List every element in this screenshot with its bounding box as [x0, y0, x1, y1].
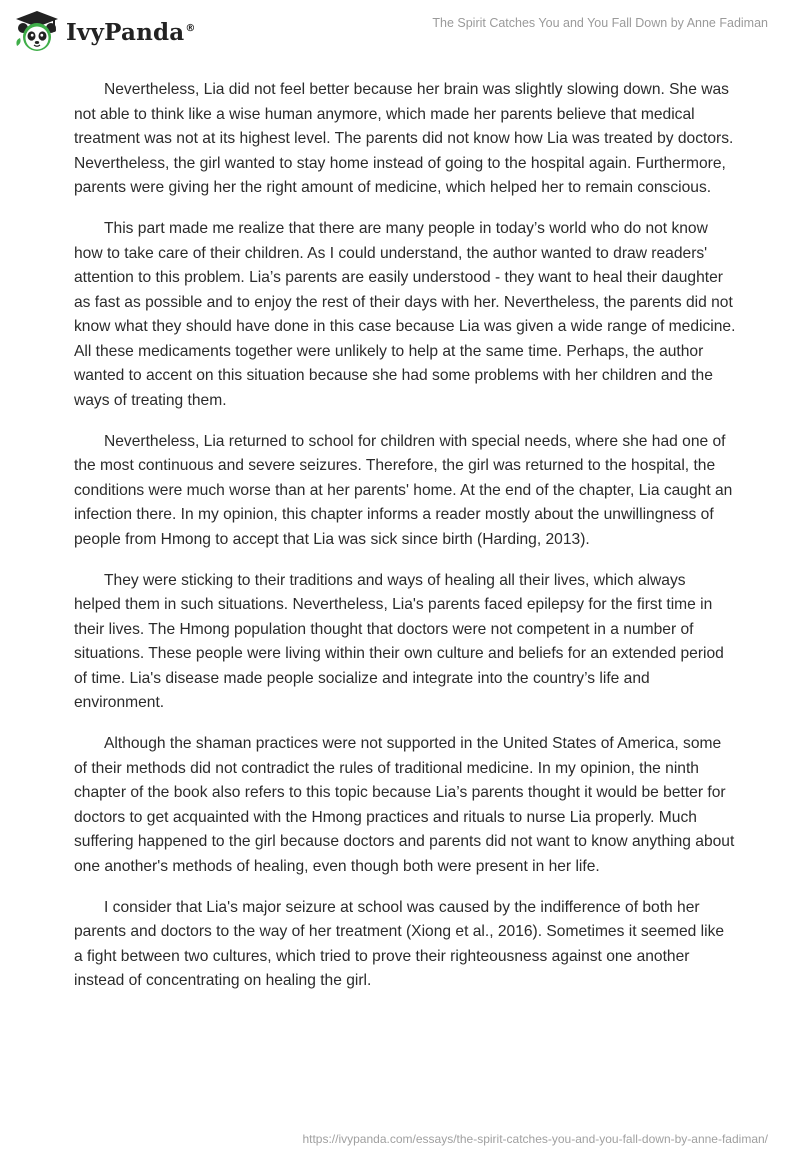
paragraph-4: They were sticking to their traditions and ways of healing all their lives, which always helped them in such situations. Nevertheless, Lia's parents faced epilepsy for the first time in their lives. The Hmong population thought that doctors were not competent in a number of situations. These people were living within their own culture and beliefs for an extended period of time. Lia's disease made people socialize and integrate into the country’s life and environment.: [74, 571, 724, 711]
ivypanda-logo[interactable]: [14, 10, 196, 54]
paragraph-5: Although the shaman practices were not supported in the United States of America, some of their methods did not contradict the rules of traditional medicine. In my opinion, the ninth chapter of the book also refers to this topic because Lia’s parents thought it would be better for doctors to get acquainted with the Hmong practices and rituals to nurse Lia properly. Much suffering happened to the girl because doctors and parents did not want to know anything about one another's methods of healing, even though both were present in her life.: [74, 735, 735, 875]
paragraph-3: Nevertheless, Lia returned to school for children with special needs, where she had one of the most continuous and severe seizures. Therefore, the girl was returned to the hospital, the conditions were much worse than at her parents' home. At the end of the chapter, Lia caught an infection there. In my opinion, this chapter informs a reader mostly about the unwillingness of people from Hmong to accept that Lia was sick since birth (Harding, 2013).: [74, 432, 733, 548]
registered-mark: ®: [185, 22, 196, 34]
paragraph-2: This part made me realize that there are many people in today’s world who do not know how to take care of their children. As I could understand, the author wanted to draw readers' attention to this problem. Lia’s parents are easily understood - they want to heal their daughter as fast as possible and to enjoy the rest of their days with her. Nevertheless, the parents did not know what they should have done in this case because Lia was given a wide range of medicine. All these medicaments together were unlikely to help at the same time. Perhaps, the author wanted to accent on this situation because she had some problems with her children and the ways of treating them.: [74, 220, 736, 409]
paragraph-1: Nevertheless, Lia did not feel better because her brain was slightly slowing down. She was not able to think like a wise human anymore, which made her parents believe that medical treatment was not at its highest level. The parents did not know how Lia was treated by doctors. Nevertheless, the girl wanted to stay home instead of going to the hospital again. Furthermore, parents were giving her the right amount of medicine, which helped her to remain conscious.: [74, 81, 734, 196]
page-header: [0, 0, 800, 70]
essay-body: [74, 78, 736, 1010]
document-title: The Spirit Catches You and You Fall Down by Anne Fadiman: [432, 16, 768, 30]
source-url[interactable]: https://ivypanda.com/essays/the-spirit-catches-you-and-you-fall-down-by-anne-fadiman/: [302, 1132, 768, 1146]
panda-graduate-icon: [14, 10, 60, 54]
logo-wordmark: IvyPanda®: [66, 18, 196, 46]
paragraph-6: I consider that Lia's major seizure at school was caused by the indifference of both her parents and doctors to the way of her treatment (Xiong et al., 2016). Sometimes it seemed like a fight between two cultures, which tried to prove their righteousness against one another instead of concentrating on healing the girl.: [74, 898, 725, 989]
